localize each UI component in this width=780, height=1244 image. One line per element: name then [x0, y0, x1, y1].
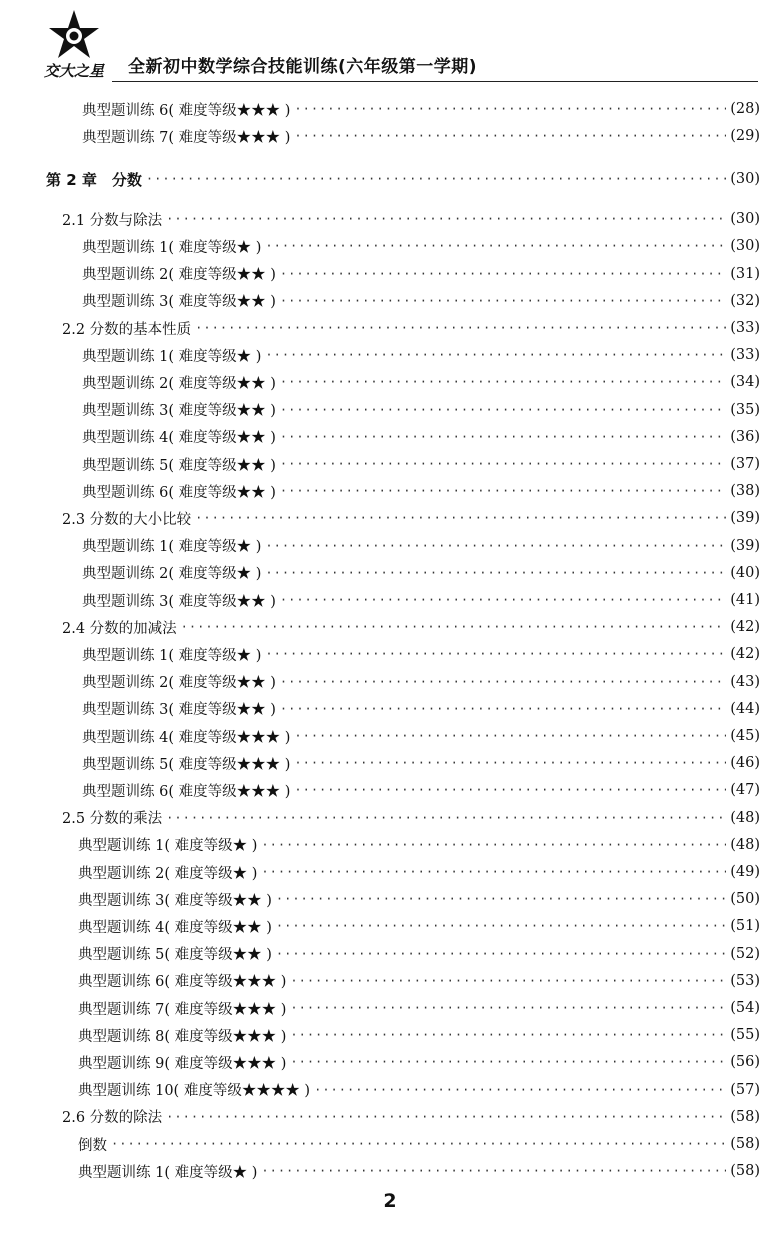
toc-entry-row[interactable] — [78, 886, 760, 912]
toc-page-number: (42) — [730, 646, 760, 663]
toc-leader-dots — [181, 620, 727, 634]
toc-label: 典型题训练 3( 难度等级★★ ) — [82, 593, 276, 610]
star-logo-icon — [46, 8, 102, 62]
toc-leader-dots — [195, 321, 726, 335]
toc-leader-dots — [265, 539, 726, 553]
toc-page-number: (54) — [730, 1000, 760, 1016]
toc-entry-row[interactable] — [82, 669, 760, 695]
toc-page-number: (47) — [730, 782, 760, 799]
toc-entry-row[interactable] — [78, 1022, 760, 1048]
toc-leader-dots — [280, 593, 726, 607]
toc-label: 2.2 分数的基本性质 — [62, 321, 192, 338]
toc-page-number: (28) — [730, 101, 760, 117]
toc-page-number: (29) — [730, 128, 760, 145]
toc-page-number: (30) — [730, 171, 760, 188]
toc-page-number: (42) — [730, 619, 760, 636]
toc-entry-row[interactable] — [82, 369, 760, 395]
toc-page-number: (32) — [730, 292, 760, 309]
toc-page-number: (30) — [730, 211, 760, 228]
toc-section-row[interactable] — [62, 1104, 760, 1130]
toc-label: 2.3 分数的大小比较 — [62, 511, 192, 528]
toc-leader-dots — [280, 294, 726, 308]
toc-entry-row[interactable] — [78, 968, 760, 994]
toc-entry-row[interactable] — [78, 1049, 760, 1075]
toc-entry-row[interactable] — [78, 995, 760, 1021]
toc-label: 典型题训练 4( 难度等级★★ ) — [78, 919, 272, 936]
toc-label: 典型题训练 8( 难度等级★★★ ) — [78, 1028, 287, 1045]
toc-section-row[interactable] — [62, 805, 760, 831]
toc-label: 2.6 分数的除法 — [62, 1110, 163, 1127]
toc-label: 2.5 分数的乘法 — [62, 811, 163, 828]
toc-leader-dots — [290, 1001, 726, 1015]
toc-leader-dots — [294, 756, 726, 770]
toc-entry-row[interactable] — [82, 750, 760, 776]
toc-page-number: (44) — [730, 700, 760, 717]
toc-page-number: (56) — [730, 1054, 760, 1071]
toc-label: 典型题训练 1( 难度等级★ ) — [82, 647, 262, 664]
toc-entry-row[interactable] — [82, 641, 760, 667]
toc-entry-row[interactable] — [78, 1158, 760, 1184]
toc-label: 典型题训练 6( 难度等级★★★ ) — [82, 783, 291, 800]
toc-page-number: (45) — [730, 728, 760, 744]
book-title: 全新初中数学综合技能训练(六年级第一学期) — [128, 57, 478, 77]
toc-leader-dots — [314, 1083, 726, 1097]
toc-label: 典型题训练 2( 难度等级★ ) — [78, 865, 258, 882]
toc-page-number: (43) — [730, 673, 760, 690]
toc-page-number: (31) — [730, 265, 760, 282]
toc-label: 典型题训练 10( 难度等级★★★★ ) — [78, 1083, 311, 1100]
toc-leader-dots — [265, 647, 726, 661]
toc-label: 典型题训练 1( 难度等级★ ) — [78, 1164, 258, 1181]
toc-entry-row[interactable] — [78, 941, 760, 967]
toc-leader-dots — [280, 430, 726, 444]
toc-page-number: (37) — [730, 456, 760, 472]
toc-entry-row[interactable] — [82, 451, 760, 477]
toc-leader-dots — [294, 129, 726, 143]
toc-page-number: (39) — [730, 510, 760, 527]
toc-entry-row[interactable] — [78, 913, 760, 939]
toc-leader-dots — [166, 212, 726, 226]
header-divider — [112, 81, 758, 82]
toc-leader-dots — [261, 1164, 726, 1178]
toc-entry-row[interactable] — [82, 233, 760, 259]
toc-label: 典型题训练 2( 难度等级★★ ) — [82, 267, 276, 284]
toc-label: 典型题训练 1( 难度等级★ ) — [82, 539, 262, 556]
toc-page-number: (40) — [730, 564, 760, 581]
toc-label: 典型题训练 6( 难度等级★★★ ) — [78, 974, 287, 991]
toc-entry-row[interactable] — [82, 261, 760, 287]
toc-label: 典型题训练 2( 难度等级★ ) — [82, 566, 262, 583]
toc-label: 典型题训练 4( 难度等级★★ ) — [82, 430, 276, 447]
toc-entry-row[interactable] — [82, 96, 760, 122]
toc-label: 典型题训练 9( 难度等级★★★ ) — [78, 1055, 287, 1072]
toc-entry-row[interactable] — [82, 533, 760, 559]
toc-label: 典型题训练 6( 难度等级★★ ) — [82, 484, 276, 501]
brand-name: 交大之星 — [43, 62, 104, 80]
toc-page-number: (33) — [730, 347, 760, 364]
toc-entry-row[interactable] — [78, 1131, 760, 1157]
toc-entry-row[interactable] — [82, 723, 760, 749]
toc-entry-row[interactable] — [78, 1077, 760, 1103]
toc-page-number: (58) — [730, 1136, 760, 1152]
toc-leader-dots — [290, 974, 726, 988]
toc-entry-row[interactable] — [82, 397, 760, 423]
toc-label: 典型题训练 3( 难度等级★★ ) — [82, 294, 276, 311]
toc-entry-row[interactable] — [82, 560, 760, 586]
toc-leader-dots — [280, 484, 726, 498]
toc-leader-dots — [166, 811, 726, 825]
toc-page-number: (52) — [730, 945, 760, 962]
toc-label: 典型题训练 5( 难度等级★★★ ) — [82, 756, 291, 773]
toc-page-number: (58) — [730, 1163, 760, 1180]
toc-page-number: (57) — [730, 1081, 760, 1098]
toc-entry-row[interactable] — [78, 859, 760, 885]
toc-label: 2.1 分数与除法 — [62, 212, 163, 229]
toc-label: 典型题训练 1( 难度等级★ ) — [78, 838, 258, 855]
toc-entry-row[interactable] — [82, 424, 760, 450]
toc-page-number: (30) — [730, 238, 760, 255]
toc-leader-dots — [146, 172, 726, 186]
toc-page-number: (34) — [730, 374, 760, 391]
toc-label: 典型题训练 3( 难度等级★★ ) — [78, 892, 272, 909]
toc-section-row[interactable] — [62, 614, 760, 640]
toc-section-row[interactable] — [62, 206, 760, 232]
toc-page-number: (41) — [730, 592, 760, 608]
toc-leader-dots — [280, 457, 726, 471]
toc-label: 典型题训练 3( 难度等级★★ ) — [82, 702, 276, 719]
toc-entry-row[interactable] — [78, 832, 760, 858]
toc-label: 典型题训练 2( 难度等级★★ ) — [82, 375, 276, 392]
toc-leader-dots — [294, 729, 726, 743]
toc-leader-dots — [166, 1110, 726, 1124]
page-number: 2 — [383, 1190, 397, 1212]
toc-label: 典型题训练 6( 难度等级★★★ ) — [82, 102, 291, 119]
toc-leader-dots — [276, 919, 726, 933]
toc-entry-row[interactable] — [82, 478, 760, 504]
toc-page-number: (55) — [730, 1027, 760, 1044]
toc-leader-dots — [261, 838, 726, 852]
toc-entry-row[interactable] — [82, 288, 760, 314]
toc-page-number: (38) — [730, 483, 760, 500]
toc-label: 典型题训练 1( 难度等级★ ) — [82, 239, 262, 256]
toc-leader-dots — [280, 267, 726, 281]
toc-leader-dots — [280, 403, 726, 417]
toc-entry-row[interactable] — [82, 777, 760, 803]
toc-leader-dots — [265, 348, 726, 362]
toc-page-number: (46) — [730, 755, 760, 772]
toc-page-number: (50) — [730, 891, 760, 908]
toc-leader-dots — [280, 675, 726, 689]
toc-label: 典型题训练 1( 难度等级★ ) — [82, 348, 262, 365]
page-header — [0, 0, 780, 90]
toc-label: 典型题训练 5( 难度等级★★ ) — [82, 457, 276, 474]
toc-label: 典型题训练 4( 难度等级★★★ ) — [82, 729, 291, 746]
toc-leader-dots — [280, 702, 726, 716]
toc-page-number: (33) — [730, 320, 760, 336]
toc-label: 典型题训练 2( 难度等级★★ ) — [82, 675, 276, 692]
toc-leader-dots — [294, 783, 726, 797]
toc-section-row[interactable] — [62, 315, 760, 341]
publisher-logo — [28, 8, 120, 84]
toc-label: 典型题训练 5( 难度等级★★ ) — [78, 947, 272, 964]
toc-leader-dots — [276, 947, 726, 961]
toc-leader-dots — [195, 511, 726, 525]
toc-leader-dots — [290, 1055, 726, 1069]
toc-leader-dots — [265, 239, 726, 253]
toc-label: 2.4 分数的加减法 — [62, 620, 177, 637]
toc-leader-dots — [261, 865, 726, 879]
toc-page-number: (48) — [730, 809, 760, 826]
toc-page-number: (39) — [730, 537, 760, 554]
toc-page-number: (51) — [730, 918, 760, 935]
toc-label: 第 2 章 分数 — [46, 170, 142, 189]
toc-page-number: (35) — [730, 401, 760, 418]
toc-chapter-row[interactable] — [46, 166, 760, 192]
toc-label: 倒数 — [78, 1137, 107, 1154]
toc-label: 典型题训练 7( 难度等级★★★ ) — [78, 1001, 287, 1018]
toc-leader-dots — [111, 1137, 726, 1151]
toc-page-number: (53) — [730, 972, 760, 989]
toc-section-row[interactable] — [62, 505, 760, 531]
toc-label: 典型题训练 3( 难度等级★★ ) — [82, 403, 276, 420]
toc-leader-dots — [290, 1028, 726, 1042]
toc-page-number: (58) — [730, 1108, 760, 1125]
toc-page-number: (48) — [730, 836, 760, 853]
toc-leader-dots — [294, 102, 726, 116]
toc-entry-row[interactable] — [82, 587, 760, 613]
toc-label: 典型题训练 7( 难度等级★★★ ) — [82, 129, 291, 146]
toc-leader-dots — [276, 892, 726, 906]
toc-entry-row[interactable] — [82, 696, 760, 722]
toc-page-number: (49) — [730, 864, 760, 880]
toc-leader-dots — [280, 375, 726, 389]
toc-entry-row[interactable] — [82, 342, 760, 368]
toc-entry-row[interactable] — [82, 123, 760, 149]
toc-leader-dots — [265, 566, 726, 580]
toc-page-number: (36) — [730, 428, 760, 445]
